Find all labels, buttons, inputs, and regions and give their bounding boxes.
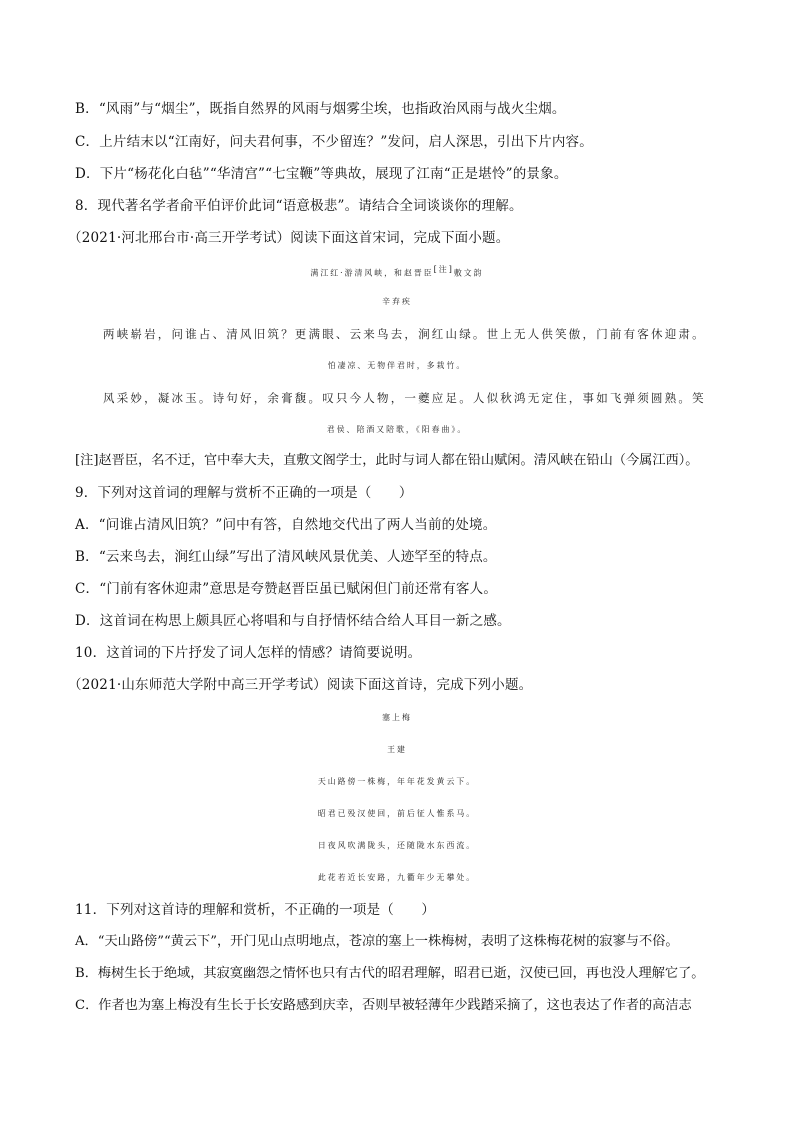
poem2-line: 天山路傍一株梅，年年花发黄云下。 <box>317 777 477 786</box>
poem1-title-note-mark: [注] <box>433 265 454 274</box>
poem1-line: 两峡崭岩，问谁占、清风旧筑？更满眼、云来鸟去，涧红山绿。世上无人供笑傲，门前有客休迎肃。 <box>103 327 706 341</box>
poem1-line: 怕凄凉、无物伴君时，多栽竹。 <box>327 361 467 370</box>
section3-source: （2021·山东师范大学附中高三开学考试）阅读下面这首诗，完成下列小题。 <box>68 677 533 693</box>
poem1-title-tail: 敷文韵 <box>453 268 484 278</box>
poem1-annotation: [注]赵晋臣，名不迂，官中奉大夫，直敷文阁学士，此时与词人都在铅山赋闲。清风峡在铅山（今属江西）。 <box>75 453 699 468</box>
q11-stem: 11．下列对这首诗的理解和赏析，不正确的一项是（ ） <box>75 902 436 918</box>
poem2-author: 王建 <box>387 745 407 754</box>
poem2-line: 此花若近长安路，九衢年少无攀处。 <box>317 873 477 882</box>
q11-option-c: C．作者也为塞上梅没有生长于长安路感到庆幸，否则早被轻薄年少践踏采摘了，这也表达了作者的高洁志 <box>75 998 692 1013</box>
poem1-title-main: 满江红·游清风峡，和赵晋臣 <box>310 268 434 278</box>
q9-option-c: C．“门前有客休迎肃”意思是夸赞赵晋臣虽已赋闲但门前还常有客人。 <box>75 581 498 597</box>
poem1-author: 辛弃疾 <box>382 297 412 306</box>
poem1-line: 风采妙，凝冰玉。诗句好，余膏馥。叹只今人物，一夔应足。人似秋鸿无定住，事如飞弹须圆熟。笑 <box>103 391 706 405</box>
q10-stem: 10．这首词的下片抒发了词人怎样的情感？请简要说明。 <box>75 645 422 661</box>
q7-option-c: C．上片结末以“江南好，问夫君何事，不少留连？”发问，启人深思，引出下片内容。 <box>75 134 593 150</box>
poem2-title: 塞上梅 <box>382 713 412 722</box>
q9-stem: 9．下列对这首词的理解与赏析不正确的一项是（ ） <box>75 485 413 501</box>
q9-option-a: A．“问谁占清风旧筑？”问中有答，自然地交代出了两人当前的处境。 <box>75 517 497 533</box>
q7-option-b: B．“风雨”与“烟尘”，既指自然界的风雨与烟雾尘埃，也指政治风雨与战火尘烟。 <box>75 101 566 117</box>
poem1-title <box>0 262 794 282</box>
section2-source: （2021·河北邢台市·高三开学考试）阅读下面这首宋词，完成下面小题。 <box>68 230 510 246</box>
q9-option-b: B．“云来鸟去，涧红山绿”写出了清风峡风景优美、人迹罕至的特点。 <box>75 549 497 565</box>
q11-option-a: A．“天山路傍”“黄云下”，开门见山点明地点，苍凉的塞上一株梅树，表明了这株梅花树的寂寥与不俗。 <box>75 934 679 949</box>
poem2-line: 昭君已殁汉使回，前后征人惟系马。 <box>317 809 477 818</box>
q8-stem: 8．现代著名学者俞平伯评价此词“语意极悲”。请结合全词谈谈你的理解。 <box>75 198 523 214</box>
poem1-line: 君侯、陪酒又陪歌，《阳春曲》。 <box>326 425 468 434</box>
q9-option-d: D．这首词在构思上颇具匠心将唱和与自抒情怀结合给人耳目一新之感。 <box>75 613 511 629</box>
q11-option-b: B．梅树生长于绝域，其寂寞幽怨之情怀也只有古代的昭君理解，昭君已逝，汉使已回，再也没人理解它了。 <box>75 966 705 981</box>
q7-option-d: D．下片“杨花化白毡”“华清宫”“七宝鞭”等典故，展现了江南“正是堪怜”的景象。 <box>75 166 568 182</box>
poem2-line: 日夜风吹满陇头，还随陇水东西流。 <box>317 841 477 850</box>
